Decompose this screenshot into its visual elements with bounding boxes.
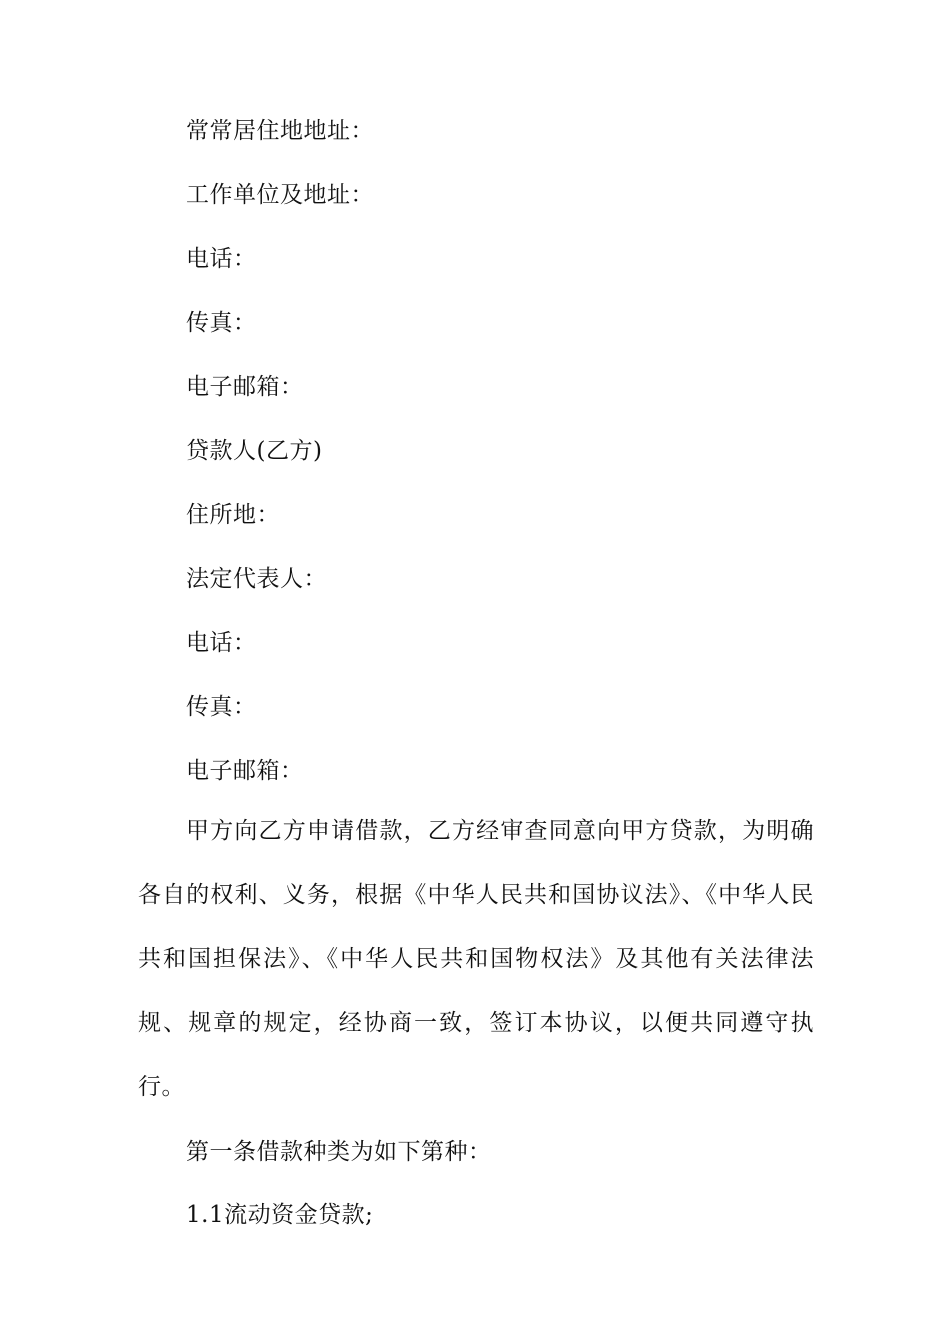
lender-legal-rep-label: 法定代表人： xyxy=(186,566,327,592)
residence-address-label: 常常居住地地址： xyxy=(186,118,374,144)
borrower-phone-label: 电话： xyxy=(186,246,257,272)
article-1-item-1-1: 1.1流动资金贷款; xyxy=(186,1202,374,1228)
lender-email-label: 电子邮箱： xyxy=(186,758,304,784)
preamble-paragraph: 甲方向乙方申请借款，乙方经审查同意向甲方贷款，为明确各自的权利、义务，根据《中华人民共和国协议法》、《中华人民共和国担保法》、《中华人民共和国物权法》及其他有关法律法规、规章的规定，经协商一致，签订本协议，以便共同遵守执行。 xyxy=(138,818,814,1100)
work-unit-address-label: 工作单位及地址： xyxy=(186,182,374,208)
borrower-fax-label: 传真： xyxy=(186,310,257,336)
article-1-title: 第一条借款种类为如下第种： xyxy=(186,1139,492,1165)
lender-heading: 贷款人(乙方) xyxy=(186,438,323,464)
lender-phone-label: 电话： xyxy=(186,630,257,656)
lender-fax-label: 传真： xyxy=(186,694,257,720)
lender-domicile-label: 住所地： xyxy=(186,502,280,528)
borrower-email-label: 电子邮箱： xyxy=(186,374,304,400)
